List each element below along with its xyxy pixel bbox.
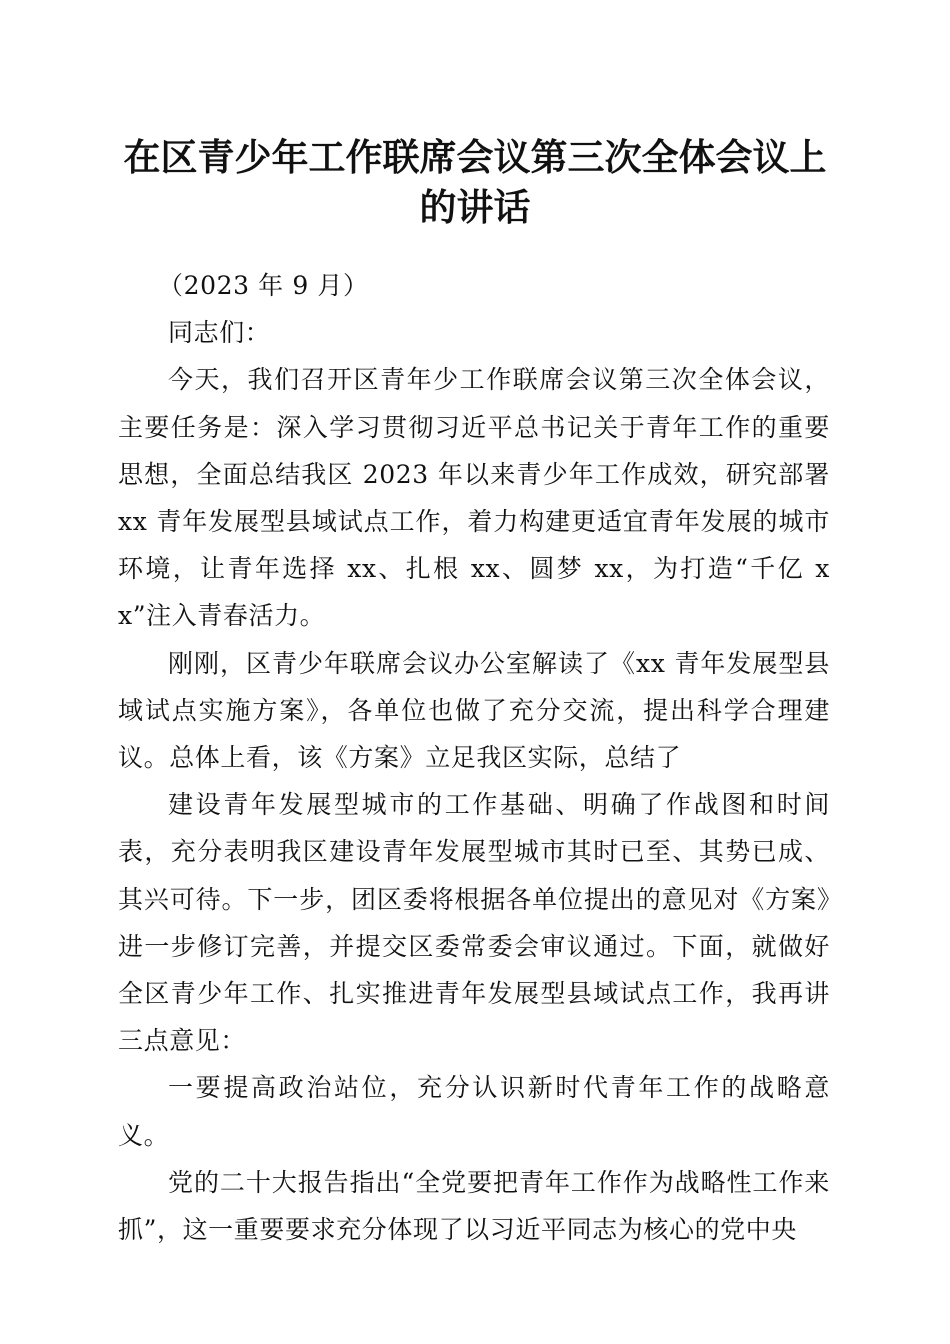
body-paragraph-3: 建设青年发展型城市的工作基础、明确了作战图和时间表，充分表明我区建设青年发展型城市其时已至、其势已成、其兴可待。下一步，团区委将根据各单位提出的意见对《方案》进一步修订完善，并提交区委常委会审议通过。下面，就做好全区青少年工作、扎实推进青年发展型县域试点工作，我再讲三点意见：	[118, 790, 830, 1056]
speech-date: （2023 年 9 月）	[158, 271, 369, 300]
body-paragraph-2: 刚刚，区青少年联席会议办公室解读了《xx 青年发展型县域试点实施方案》，各单位也做了充分交流，提出科学合理建议。总体上看，该《方案》立足我区实际，总结了	[118, 648, 830, 773]
section-heading-1: 一要提高政治站位，充分认识新时代青年工作的战略意义。	[118, 1073, 830, 1150]
body-paragraph-4: 党的二十大报告指出“全党要把青年工作作为战略性工作来抓”，这一重要要求充分体现了以习近平同志为核心的党中央	[118, 1167, 830, 1245]
document-title: 在区青少年工作联席会议第三次全体会议上的讲话	[123, 135, 827, 229]
salutation: 同志们：	[168, 318, 271, 348]
body-paragraph-1: 今天，我们召开区青年少工作联席会议第三次全体会议，主要任务是：深入学习贯彻习近平总书记关于青年工作的重要思想，全面总结我区 2023 年以来青少年工作成效，研究部署 xx 青年发展型县域试点工作，着力构建更适宜青年发展的城市环境，让青年选择 xx、扎根 xx、圆梦 xx，为打造“千亿 xx”注入青春活力。	[118, 365, 830, 631]
document-body	[118, 262, 830, 1253]
